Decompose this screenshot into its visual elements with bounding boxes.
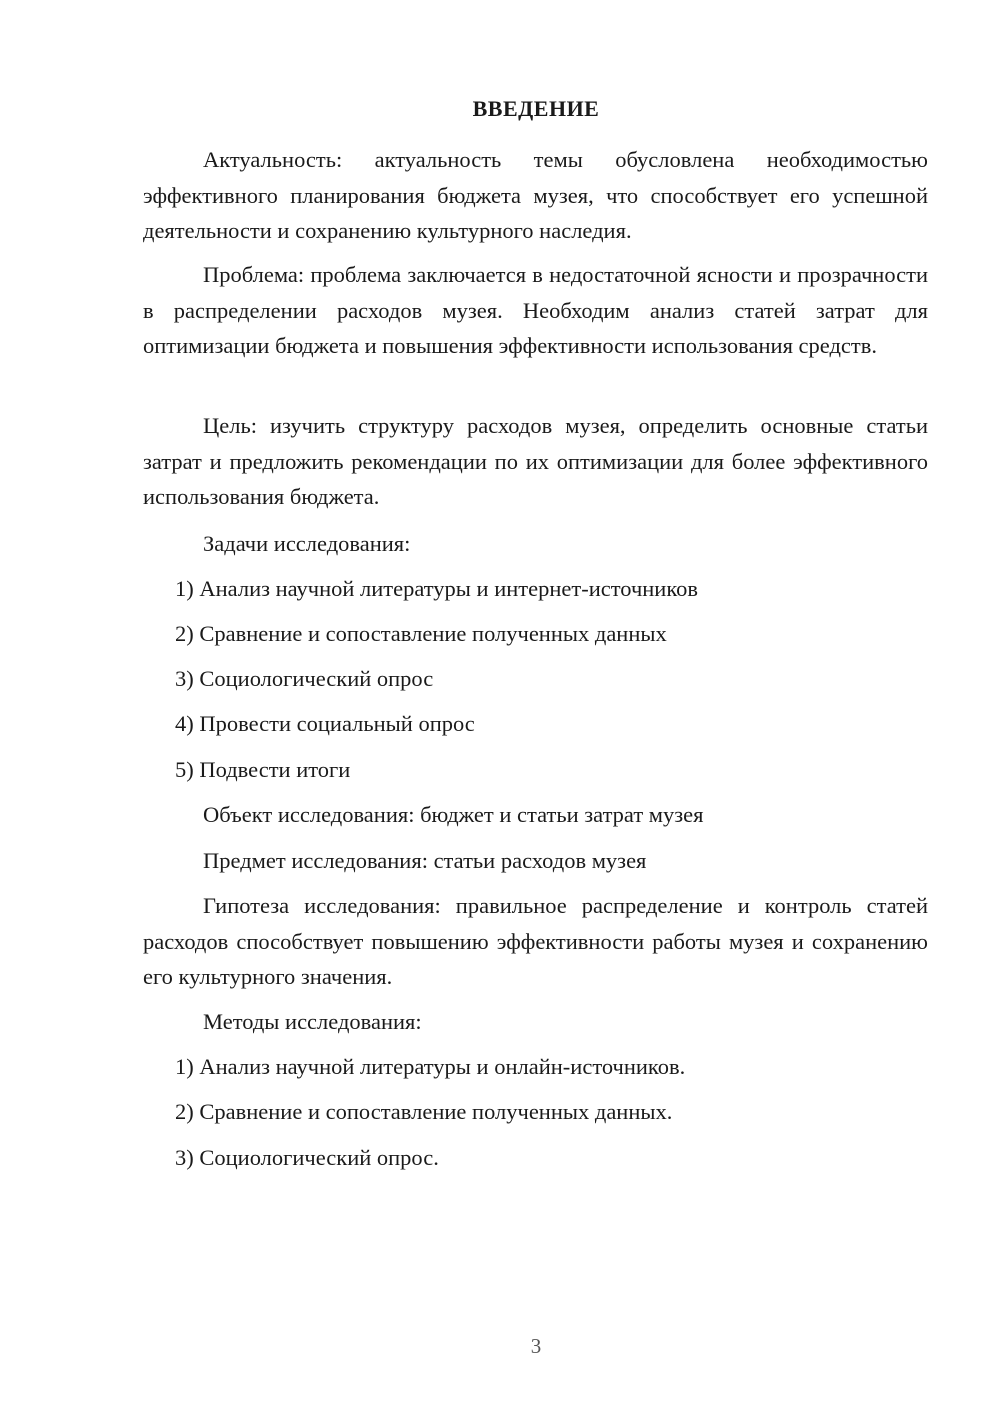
research-object: Объект исследования: бюджет и статьи затрат музея — [203, 802, 704, 827]
page-number: 3 — [530, 1334, 542, 1358]
paragraph-relevance: Актуальность: актуальность темы обусловлена необходимостью эффективного планирования бюджета музея, что способствует его успешной деятельности и сохранению культурного наследия. — [143, 147, 928, 243]
paragraph-problem: Проблема: проблема заключается в недостаточной ясности и прозрачности в распределении расходов музея. Необходим анализ статей затрат для оптимизации бюджета и повышения эффективности использования средств. — [143, 262, 928, 358]
task-item: 2) Сравнение и сопоставление полученных данных — [175, 621, 667, 646]
task-item: 5) Подвести итоги — [175, 757, 351, 782]
page-title: ВВЕДЕНИЕ — [472, 96, 600, 121]
method-item: 1) Анализ научной литературы и онлайн-источников. — [175, 1054, 686, 1079]
paragraph-hypothesis: Гипотеза исследования: правильное распределение и контроль статей расходов способствует повышению эффективности работы музея и сохранению его культурного значения. — [143, 893, 928, 989]
task-item: 3) Социологический опрос — [175, 666, 434, 691]
methods-heading: Методы исследования: — [203, 1009, 422, 1034]
method-item: 2) Сравнение и сопоставление полученных данных. — [175, 1099, 673, 1124]
tasks-heading: Задачи исследования: — [203, 531, 411, 556]
research-subject: Предмет исследования: статьи расходов музея — [203, 848, 647, 873]
task-item: 4) Провести социальный опрос — [175, 711, 475, 736]
paragraph-goal: Цель: изучить структуру расходов музея, определить основные статьи затрат и предложить рекомендации по их оптимизации для более эффективного использования бюджета. — [143, 413, 928, 509]
method-item: 3) Социологический опрос. — [175, 1145, 439, 1170]
task-item: 1) Анализ научной литературы и интернет-источников — [175, 576, 699, 601]
